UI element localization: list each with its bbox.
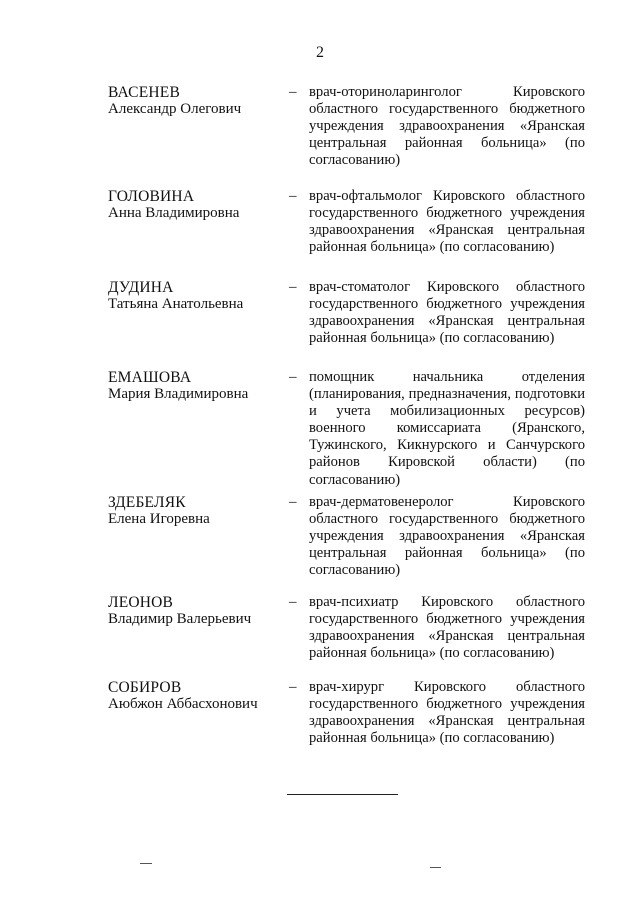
scan-mark — [430, 867, 441, 868]
member-position: помощник начальника отделения (планирования, предназначения, подготовки и учета мобилизационных ресурсов) военного комиссариата (Яранского, Тужинского, Кикнурского и Санчурского районов Кировской области) (по согласованию) — [309, 369, 585, 488]
closing-rule — [287, 794, 398, 795]
member-position: врач-офтальмолог Кировского областного государственного бюджетного учреждения здравоохранения «Яранская центральная районная больница» (по согласованию) — [309, 188, 585, 256]
member-name — [108, 494, 278, 528]
dash-separator: – — [289, 188, 297, 204]
member-name — [108, 188, 278, 222]
member-position: врач-дерматовенеролог Кировского областного государственного бюджетного учреждения здравоохранения «Яранская центральная районная больница» (по согласованию) — [309, 494, 585, 579]
member-name — [108, 679, 278, 713]
dash-separator: – — [289, 594, 297, 610]
member-given-names: Александр Олегович — [108, 101, 242, 117]
scan-mark — [140, 863, 152, 864]
member-position: врач-хирург Кировского областного государственного бюджетного учреждения здравоохранения «Яранская центральная районная больница» (по согласованию) — [309, 679, 585, 747]
member-given-names: Владимир Валерьевич — [108, 611, 252, 627]
member-given-names: Анна Владимировна — [108, 205, 240, 221]
member-given-names: Мария Владимировна — [108, 386, 249, 402]
member-name — [108, 279, 278, 313]
member-position: врач-оториноларинголог Кировского областного государственного бюджетного учреждения здравоохранения «Яранская центральная районная больница» (по согласованию) — [309, 84, 585, 169]
member-surname: СОБИРОВ — [108, 679, 182, 696]
member-surname: ЕМАШОВА — [108, 369, 192, 386]
member-position: врач-стоматолог Кировского областного государственного бюджетного учреждения здравоохранения «Яранская центральная районная больница» (по согласованию) — [309, 279, 585, 347]
member-given-names: Елена Игоревна — [108, 511, 210, 527]
member-name — [108, 84, 278, 118]
dash-separator: – — [289, 679, 297, 695]
dash-separator: – — [289, 279, 297, 295]
dash-separator: – — [289, 369, 297, 385]
member-name — [108, 594, 278, 628]
member-surname: ДУДИНА — [108, 279, 174, 296]
dash-separator: – — [289, 84, 297, 100]
member-given-names: Татьяна Анатольевна — [108, 296, 244, 312]
member-given-names: Аюбжон Аббасхонович — [108, 696, 258, 712]
dash-separator: – — [289, 494, 297, 510]
member-position: врач-психиатр Кировского областного государственного бюджетного учреждения здравоохранения «Яранская центральная районная больница» (по согласованию) — [309, 594, 585, 662]
member-surname: ВАСЕНЕВ — [108, 84, 180, 101]
member-name — [108, 369, 278, 403]
member-surname: ЗДЕБЕЛЯК — [108, 494, 186, 511]
page-number: 2 — [316, 44, 324, 61]
member-surname: ЛЕОНОВ — [108, 594, 174, 611]
member-surname: ГОЛОВИНА — [108, 188, 195, 205]
